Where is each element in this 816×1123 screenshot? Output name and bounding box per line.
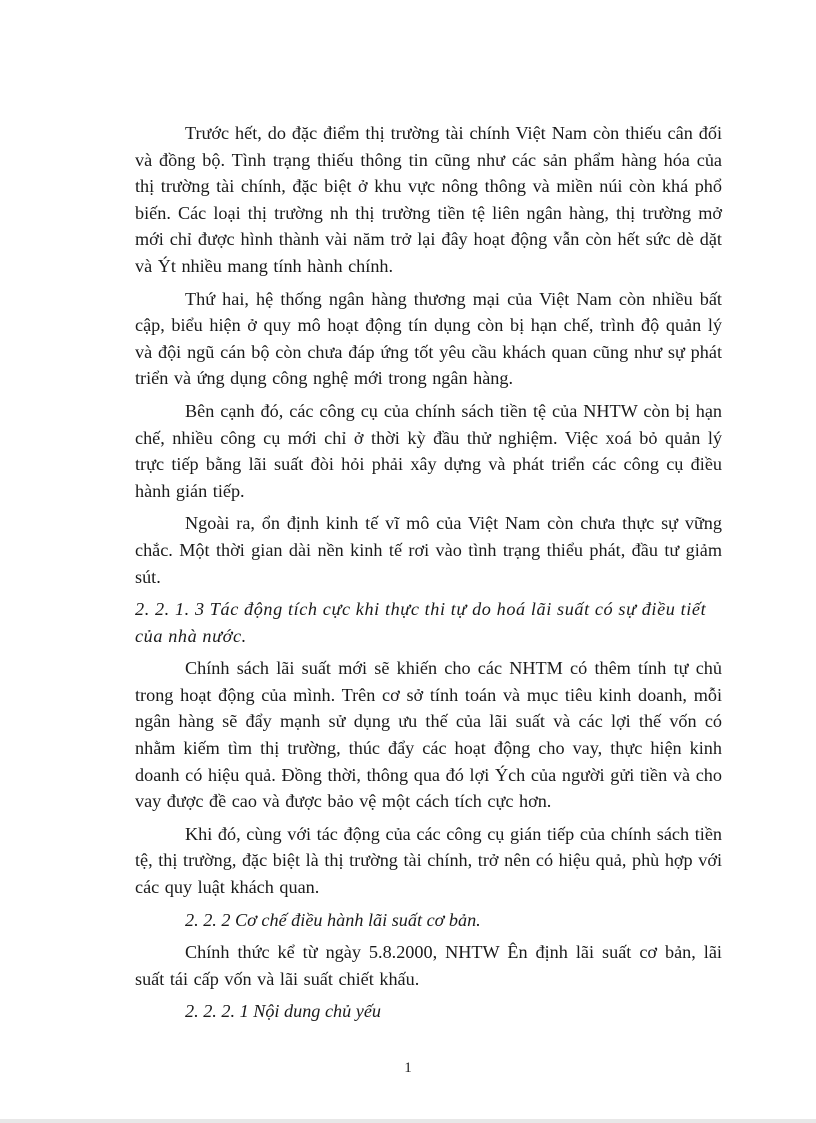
paragraph-official-date: Chính thức kể từ ngày 5.8.2000, NHTW Ên định lãi suất cơ bản, lãi suất tái cấp vốn và lãi suất chiết khấu. (135, 942, 722, 989)
page-number: 1 (404, 1060, 412, 1076)
page-bottom-border (0, 1119, 816, 1123)
paragraph-indirect-tools: Khi đó, cùng với tác động của các công cụ gián tiếp của chính sách tiền tệ, thị trường, đặc biệt là thị trường tài chính, trở nên có hiệu quả, phù hợp với các quy luật khách quan. (135, 823, 722, 898)
section-heading-main-content: 2. 2. 2. 1 Nội dung chủ yếu (185, 1001, 381, 1022)
paragraph-new-interest-policy: Chính sách lãi suất mới sẽ khiến cho các NHTM có thêm tính tự chủ trong hoạt động của mình. Trên cơ sở tính toán và mục tiêu kinh doanh, mỗi ngân hàng sẽ đẩy mạnh sử dụng ưu thế của lãi suất và các lợi thế vốn có nhằm kiếm tìm thị trường, thúc đẩy các hoạt động cho vay, thực hiện kinh doanh có hiệu quả. Đồng thời, thông qua đó lợi Ých của người gửi tiền và cho vay được đề cao và được bảo vệ một cách tích cực hơn. (135, 658, 722, 812)
paragraph-commercial-banks: Thứ hai, hệ thống ngân hàng thương mại của Việt Nam còn nhiều bất cập, biểu hiện ở quy mô hoạt động tín dụng còn bị hạn chế, trình độ quản lý và đội ngũ cán bộ còn chưa đáp ứng tốt yêu cầu khách quan cũng như sự phát triển và ứng dụng công nghệ mới trong ngân hàng. (135, 288, 722, 389)
paragraph-macro-stability: Ngoài ra, ổn định kinh tế vĩ mô của Việt Nam còn chưa thực sự vững chắc. Một thời gian dài nền kinh tế rơi vào tình trạng thiểu phát, đầu tư giảm sút. (135, 513, 722, 587)
page-content (135, 120, 722, 1031)
section-heading-positive-impact: 2. 2. 1. 3 Tác động tích cực khi thực thi tự do hoá lãi suất có sự điều tiết của nhà nước. (135, 599, 707, 646)
paragraph-market-imbalance: Trước hết, do đặc điểm thị trường tài chính Việt Nam còn thiếu cân đối và đồng bộ. Tình trạng thiếu thông tin cũng như các sản phẩm hàng hóa của thị trường tài chính, đặc biệt ở khu vực nông thông và miền núi còn khá phổ biến. Các loại thị trường nh thị trường tiền tệ liên ngân hàng, thị trường mở mới chỉ được hình thành vài năm trở lại đây hoạt động vẫn còn hết sức dè dặt và Ýt nhiều mang tính hành chính. (135, 123, 722, 276)
paragraph-monetary-tools: Bên cạnh đó, các công cụ của chính sách tiền tệ của NHTW còn bị hạn chế, nhiều công cụ mới chỉ ở thời kỳ đầu thử nghiệm. Việc xoá bỏ quản lý trực tiếp bằng lãi suất đòi hỏi phải xây dựng và phát triển các công cụ điều hành gián tiếp. (135, 400, 722, 501)
section-heading-base-rate-mechanism: 2. 2. 2 Cơ chế điều hành lãi suất cơ bản. (185, 909, 481, 930)
